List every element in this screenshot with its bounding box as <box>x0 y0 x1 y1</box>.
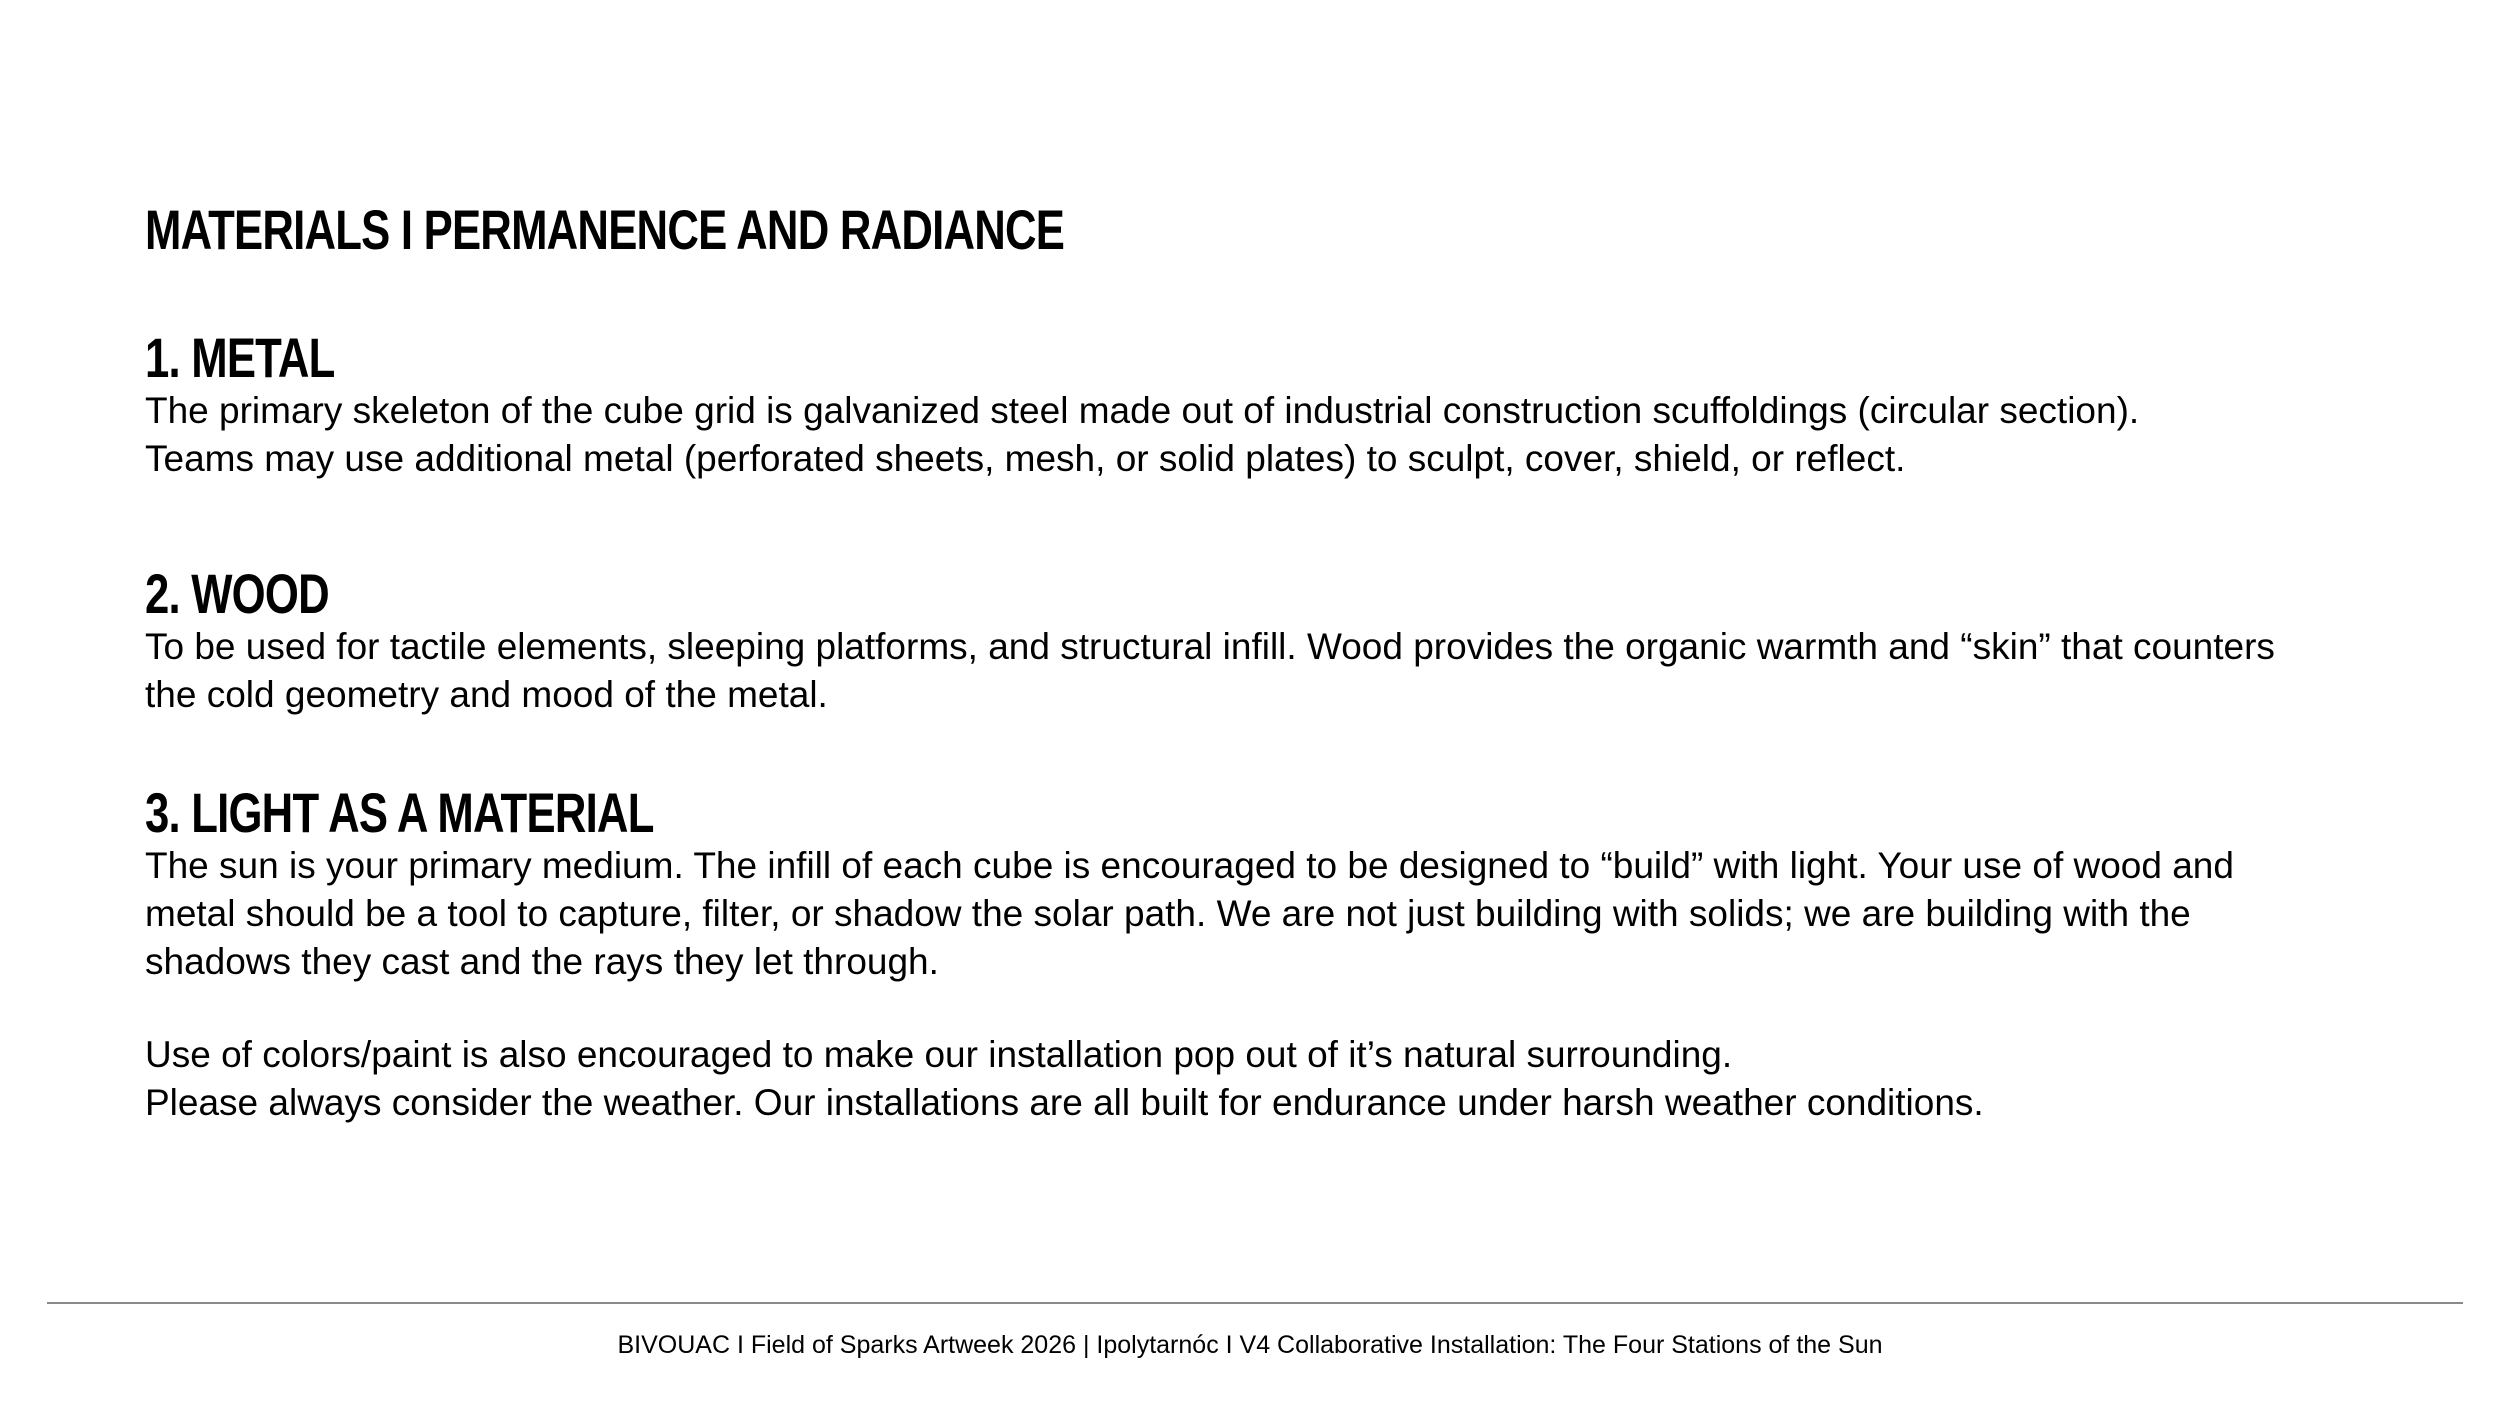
wood-line-1: To be used for tactile elements, sleeping platforms, and structural infill. Wood provides the organic warmth and “skin” that counters <box>145 626 2275 667</box>
note-colors: Use of colors/paint is also encouraged to make our installation pop out of it’s natural surrounding. <box>145 1034 1733 1075</box>
light-line-3: shadows they cast and the rays they let through. <box>145 941 939 982</box>
metal-line-2: Teams may use additional metal (perforated sheets, mesh, or solid plates) to sculpt, cover, shield, or reflect. <box>145 438 1906 479</box>
wood-line-2: the cold geometry and mood of the metal. <box>145 674 828 715</box>
footer-caption: BIVOUAC I Field of Sparks Artweek 2026 | Ipolytarnóc I V4 Collaborative Installation: The Four Stations of the Sun <box>617 1331 1883 1359</box>
notes-block <box>145 1031 2395 1127</box>
section-heading-metal: 1. METAL <box>145 326 335 389</box>
section-body-metal <box>145 387 2395 483</box>
footer-divider <box>47 1302 2463 1304</box>
light-line-1: The sun is your primary medium. The infill of each cube is encouraged to be designed to “build” with light. Your use of wood and <box>145 845 2234 886</box>
section-heading-light: 3. LIGHT AS A MATERIAL <box>145 781 654 844</box>
section-body-light <box>145 842 2395 986</box>
section-heading-wood: 2. WOOD <box>145 562 329 625</box>
light-line-2: metal should be a tool to capture, filter, or shadow the solar path. We are not just building with solids; we are building with the <box>145 893 2191 934</box>
metal-line-1: The primary skeleton of the cube grid is galvanized steel made out of industrial construction scuffoldings (circular section). <box>145 390 2140 431</box>
slide-title: MATERIALS I PERMANENCE AND RADIANCE <box>145 198 1065 261</box>
note-weather: Please always consider the weather. Our installations are all built for endurance under harsh weather conditions. <box>145 1082 1984 1123</box>
section-body-wood <box>145 623 2395 719</box>
